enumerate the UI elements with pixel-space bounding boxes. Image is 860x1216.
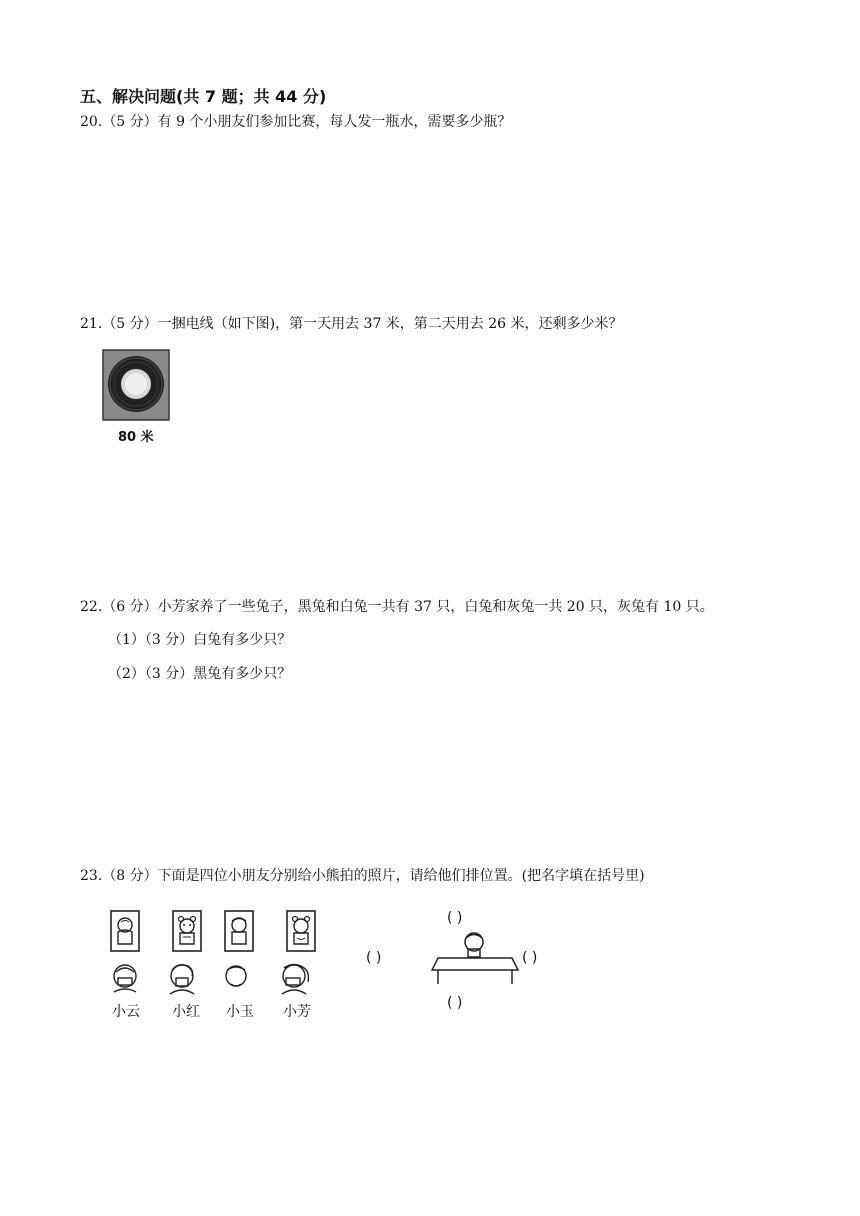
bear-photo-icon <box>110 910 325 954</box>
kid-name: 小红 <box>172 1004 200 1020</box>
answer-blank-top[interactable]: ( ) <box>447 910 463 926</box>
bear-table-figure <box>430 928 520 990</box>
answer-blank-bottom[interactable]: ( ) <box>447 995 463 1011</box>
section-title: 五、解决问题(共 7 题；共 44 分) <box>80 87 327 106</box>
bear-photos <box>110 910 325 958</box>
children-photographers <box>108 962 328 1002</box>
question-22: 22.（6 分）小芳家养了一些兔子，黑兔和白兔一共有 37 只，白兔和灰兔一共 20 只，灰兔有 10 只。 <box>80 599 714 615</box>
question-20: 20.（5 分）有 9 个小朋友们参加比赛，每人发一瓶水，需要多少瓶？ <box>80 114 512 130</box>
cable-coil-icon <box>102 349 170 421</box>
cable-caption: 80 米 <box>118 430 154 445</box>
answer-blank-left[interactable]: ( ) <box>366 950 382 966</box>
kid-name: 小玉 <box>226 1004 254 1020</box>
question-22-part-1: （1）（3 分）白兔有多少只？ <box>108 632 292 648</box>
question-23-text: 23.（8 分）下面是四位小朋友分别给小熊拍的照片，请给他们排位置。(把名字填在括号里) <box>80 868 645 884</box>
answer-blank-right[interactable]: ( ) <box>522 950 538 966</box>
cable-figure <box>102 349 170 425</box>
question-21: 21.（5 分）一捆电线（如下图)，第一天用去 37 米，第二天用去 26 米，还剩多少米？ <box>80 316 623 332</box>
kid-name: 小云 <box>112 1004 140 1020</box>
kid-name: 小芳 <box>283 1004 311 1020</box>
bear-at-table-icon <box>430 928 520 986</box>
question-22-part-2: （2）（3 分）黑兔有多少只？ <box>108 666 292 682</box>
child-photographer-icon <box>108 962 328 998</box>
